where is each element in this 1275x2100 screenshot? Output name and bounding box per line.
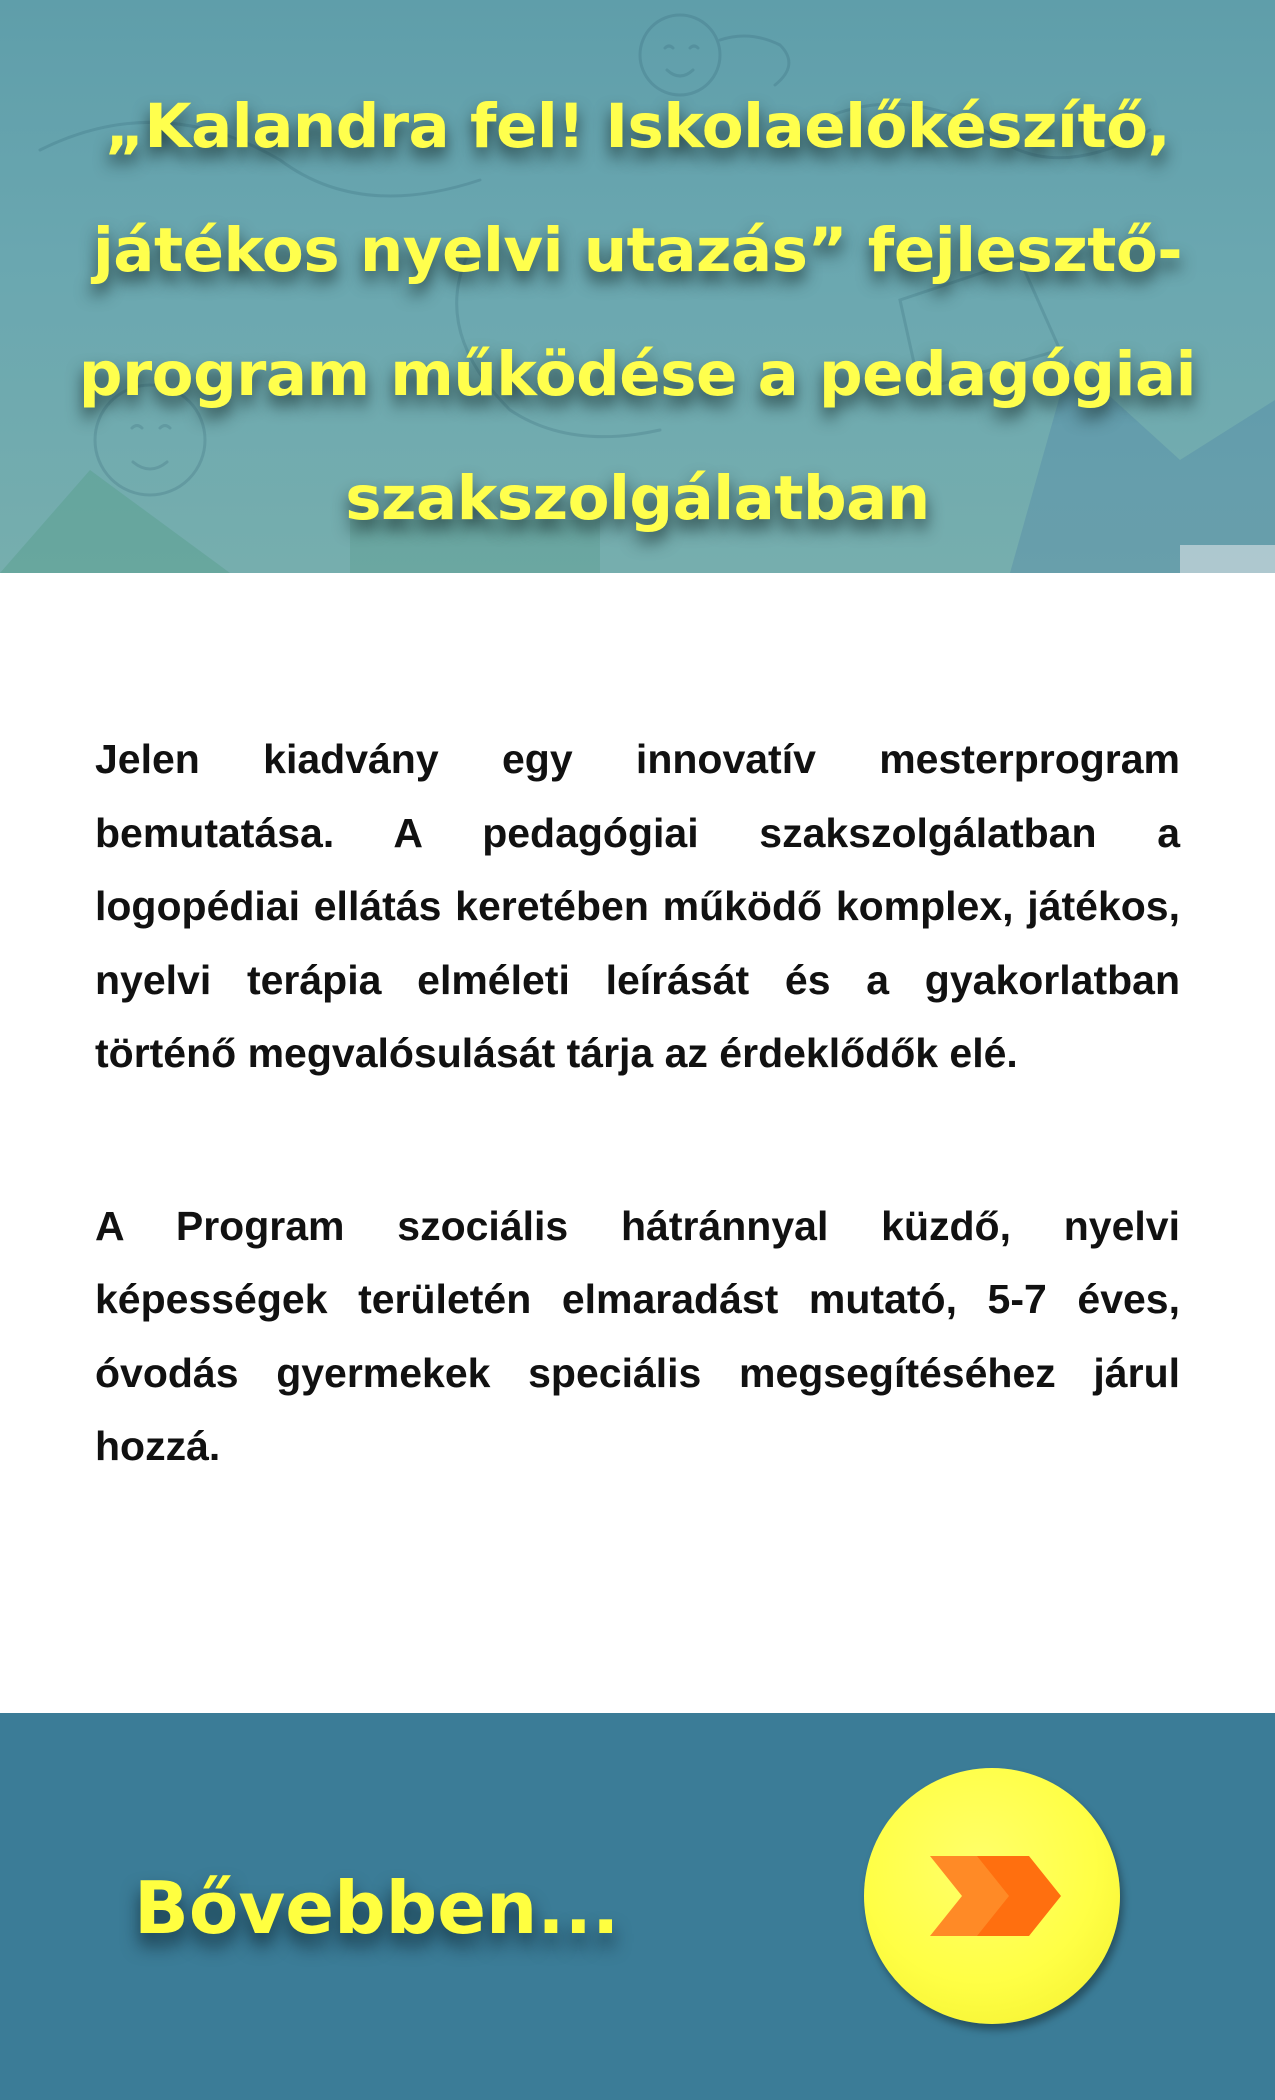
description-paragraph: A Program szociális hátránnyal küzdő, nyelvi képességek területén elmaradást mutató, 5-7 éves, óvodás gyermekek speciális megsegítéséhez járul hozzá.: [95, 1202, 1180, 1469]
read-more-link[interactable]: Bővebben...: [134, 1866, 620, 1950]
description-text: [95, 723, 1180, 1484]
double-chevron-right-icon: [864, 1768, 1120, 2024]
description-paragraph: Jelen kiadvány egy innovatív mesterprogram bemutatása. A pedagógiai szakszolgálatban a logopédiai ellátás keretében működő komplex, játékos, nyelvi terápia elméleti leírását és a gyakorlatban történő megvalósulását tárja az érdeklődők elé.: [95, 736, 1180, 1076]
next-button[interactable]: [864, 1768, 1120, 2024]
page-title: „Kalandra fel! Iskolaelőkészítő, játékos nyelvi utazás” fejlesztő-program működése a pedagógiai szakszolgálatban: [78, 91, 1197, 534]
header-banner: [0, 0, 1275, 573]
